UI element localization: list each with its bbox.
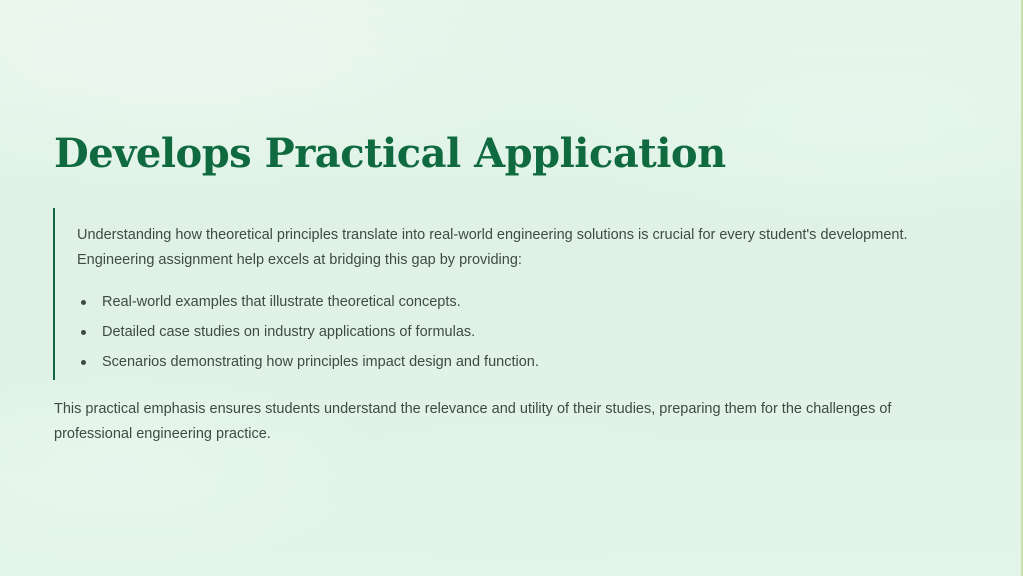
callout-block bbox=[53, 208, 935, 380]
intro-paragraph: Understanding how theoretical principles translate into real-world engineering solutions is crucial for every student's development. Engineering assignment help excels at bridging this gap by providing: bbox=[77, 227, 908, 268]
page-title: Develops Practical Application bbox=[54, 130, 726, 177]
bullet-icon bbox=[81, 360, 86, 365]
bullet-icon bbox=[81, 300, 86, 305]
bullet-text: Scenarios demonstrating how principles impact design and function. bbox=[102, 354, 539, 370]
bullet-icon bbox=[81, 330, 86, 335]
bullet-text: Detailed case studies on industry applications of formulas. bbox=[102, 324, 476, 340]
closing-paragraph: This practical emphasis ensures students understand the relevance and utility of their studies, preparing them for the challenges of professional engineering practice. bbox=[54, 401, 892, 442]
bullet-text: Real-world examples that illustrate theoretical concepts. bbox=[102, 294, 461, 310]
